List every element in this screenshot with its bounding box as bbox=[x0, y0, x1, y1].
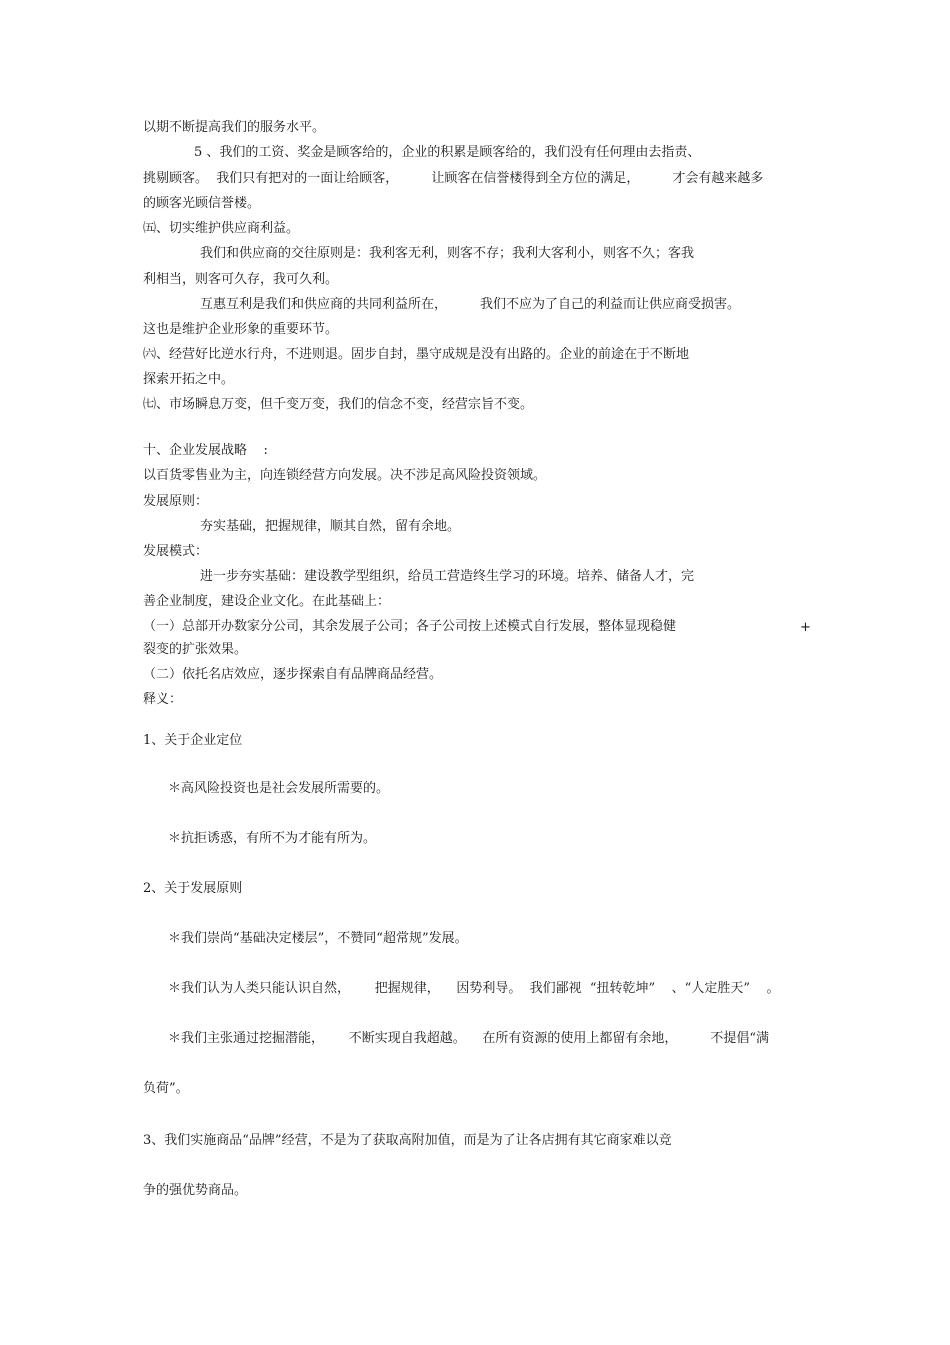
numbered-heading: 3、我们实施商品“品牌”经营，不是为了获取高附加值，而是为了让各店拥有其它商家难以竞 bbox=[143, 1133, 672, 1148]
text-line: 裂变的扩张效果。 bbox=[143, 642, 248, 657]
text-line: 进一步夯实基础：建设教学型组织，给员工营造终生学习的环境。培养、储备人才，完 bbox=[200, 569, 695, 584]
chapter-heading: 十、企业发展战略 : bbox=[143, 443, 268, 458]
subheading: 发展模式： bbox=[143, 544, 209, 559]
text-line: （二）依托名店效应，逐步探索自有品牌商品经营。 bbox=[143, 667, 443, 682]
text-line: 以百货零售业为主，向连锁经营方向发展。决不涉足高风险投资领域。 bbox=[143, 468, 547, 483]
text-line: （一）总部开办数家分公司，其余发展子公司；各子公司按上述模式自行发展，整体显现稳健 bbox=[143, 619, 677, 634]
text-line: 以期不断提高我们的服务水平。 bbox=[143, 120, 326, 135]
text-line: 挑剔顾客。 我们只有把对的一面让给顾客， 让顾客在信誉楼得到全方位的满足， 才会有越来越多 bbox=[143, 171, 764, 186]
text-line: 争的强优势商品。 bbox=[143, 1183, 248, 1198]
bullet-item: ＊我们崇尚“基础决定楼层”，不赞同“超常规”发展。 bbox=[168, 931, 468, 946]
text-line: 夯实基础，把握规律，顺其自然，留有余地。 bbox=[200, 519, 461, 534]
text-line: 我们和供应商的交往原则是：我利客无利，则客不存；我利大客利小，则客不久；客我 bbox=[200, 246, 695, 261]
text-line: 的顾客光顾信誉楼。 bbox=[143, 196, 261, 211]
bullet-item: ＊我们认为人类只能认识自然， 把握规律， 因势利导。 我们鄙视 “扭转乾坤” 、“人定胜天” 。 bbox=[168, 981, 780, 996]
text-line: 利相当，则客可久存，我可久利。 bbox=[143, 272, 339, 287]
bullet-item: ＊我们主张通过挖掘潜能， 不断实现自我超越。 在所有资源的使用上都留有余地， 不提倡“满 bbox=[168, 1031, 770, 1046]
plus-sign: + bbox=[800, 620, 811, 635]
subheading: 释义： bbox=[143, 692, 183, 707]
text-line: 这也是维护企业形象的重要环节。 bbox=[143, 322, 339, 337]
text-line: 5 、我们的工资、奖金是顾客给的，企业的积累是顾客给的，我们没有任何理由去指责、 bbox=[194, 145, 701, 160]
section-heading: ㈥、经营好比逆水行舟，不进则退。固步自封，墨守成规是没有出路的。企业的前途在于不断地 bbox=[143, 347, 690, 362]
bullet-item: ＊高风险投资也是社会发展所需要的。 bbox=[168, 781, 390, 796]
subheading: 发展原则： bbox=[143, 494, 209, 509]
bullet-item: ＊抗拒诱惑，有所不为才能有所为。 bbox=[168, 831, 377, 846]
section-heading: ㈤、切实维护供应商利益。 bbox=[143, 221, 300, 236]
numbered-heading: 1、关于企业定位 bbox=[143, 733, 243, 748]
text-line: 探索开拓之中。 bbox=[143, 372, 235, 387]
text-line: 负荷”。 bbox=[143, 1081, 189, 1096]
text-line: 互惠互利是我们和供应商的共同利益所在， 我们不应为了自己的利益而让供应商受损害。 bbox=[200, 297, 741, 312]
section-heading: ㈦、市场瞬息万变，但千变万变，我们的信念不变，经营宗旨不变。 bbox=[143, 397, 534, 412]
text-line: 善企业制度，建设企业文化。在此基础上： bbox=[143, 594, 391, 609]
numbered-heading: 2、关于发展原则 bbox=[143, 881, 243, 896]
